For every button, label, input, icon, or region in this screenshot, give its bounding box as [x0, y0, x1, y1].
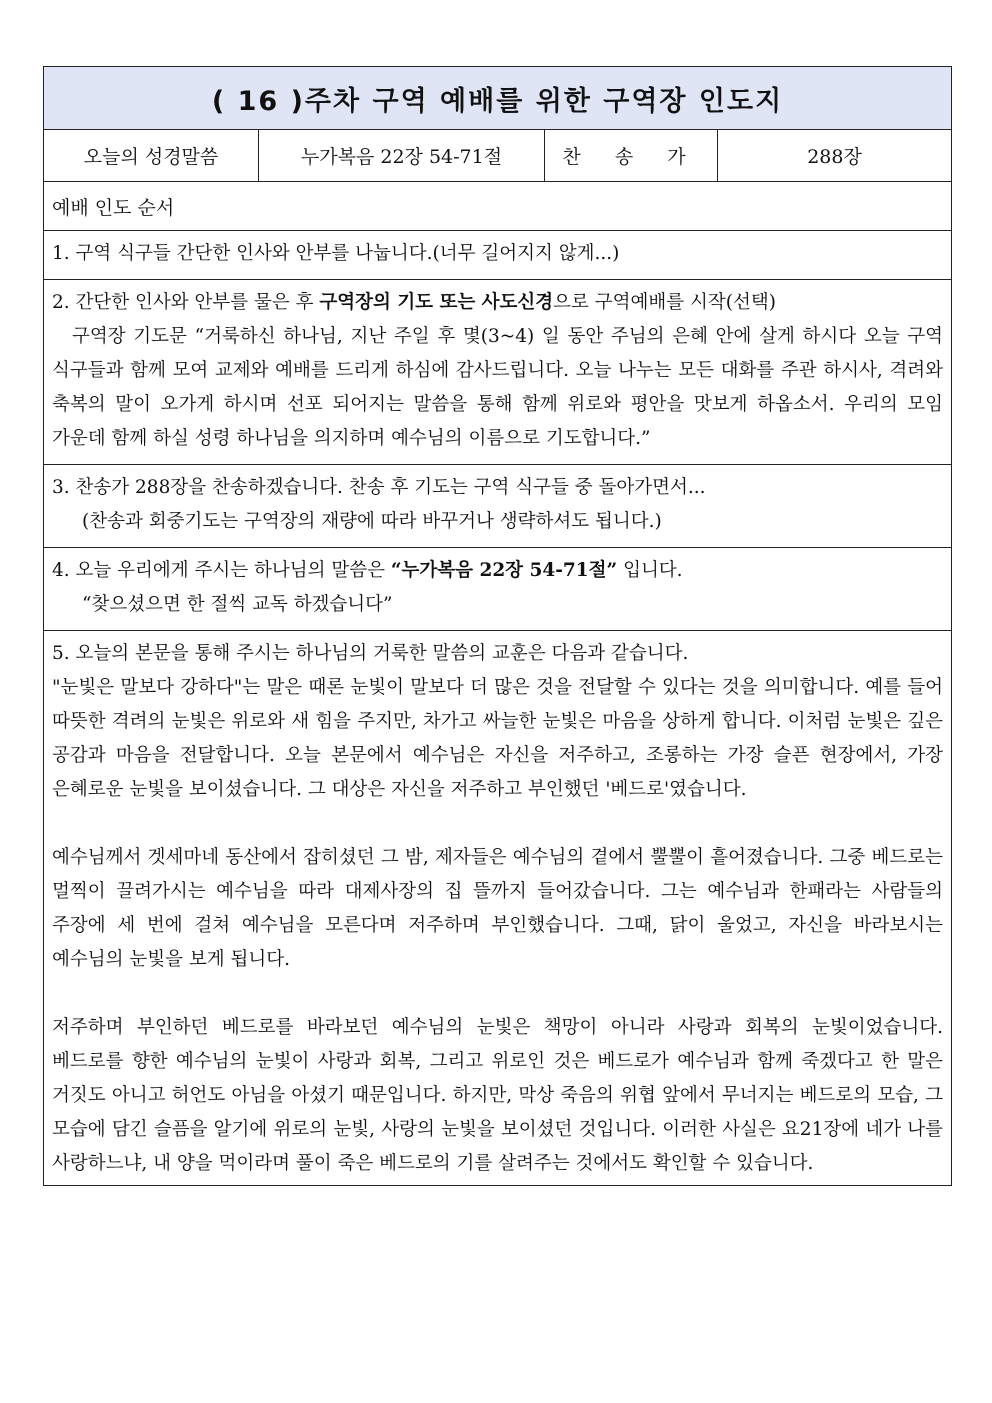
step-2-intro-bold: 구역장의 기도 또는 사도신경 [319, 292, 554, 313]
order-heading: 예배 인도 순서 [44, 182, 952, 231]
step-2 [44, 280, 952, 465]
step-5-para1: "눈빛은 말보다 강하다"는 말은 때론 눈빛이 말보다 더 많은 것을 전달할 수 있다는 것을 의미합니다. 예를 들어 따뜻한 격려의 눈빛은 위로와 새 힘을 주지만, 차가고 싸늘한 눈빛은 마음을 상하게 합니다. 이처럼 눈빛은 깊은 공감과 마음을 전달합니다. 오늘 본문에서 예수님은 자신을 저주하고, 조롱하는 가장 슬픈 현장에서, 가장 은혜로운 눈빛을 보이셨습니다. 그 대상은 자신을 저주하고 부인했던 '베드로'였습니다. [52, 677, 944, 800]
step-2-intro [52, 286, 943, 320]
step-5-intro: 5. 오늘의 본문을 통해 주시는 하나님의 거룩한 말씀의 교훈은 다음과 같습니다. [52, 643, 689, 664]
step-2-prayer [52, 320, 943, 456]
step-2-intro-b: 으로 구역예배를 시작(선택) [553, 292, 776, 313]
step-3 [44, 465, 952, 548]
step-4-line1-b: 입니다. [617, 560, 683, 581]
step-4-line1-a: 4. 오늘 우리에게 주시는 하나님의 말씀은 [52, 560, 391, 581]
step-5-para3: 저주하며 부인하던 베드로를 바라보던 예수님의 눈빛은 책망이 아니라 사랑과 회복의 눈빛이었습니다. 베드로를 향한 예수님의 눈빛이 사랑과 회복, 그리고 위로인 것은 베드로가 예수님과 함께 죽겠다고 한 말은 거짓도 아니고 허언도 아님을 아셨기 때문입니다. 하지만, 막상 죽음의 위협 앞에서 무너지는 베드로의 모습, 그 모습에 담긴 슬픔을 알기에 위로의 눈빛, 사랑의 눈빛을 보이셨던 것입니다. 이러한 사실은 요21장에 네가 나를 사랑하느냐, 내 양을 먹이라며 풀이 죽은 베드로의 기를 살려주는 것에서도 확인할 수 있습니다. [52, 1017, 944, 1174]
step-4-line1 [52, 554, 943, 588]
scripture-label: 오늘의 성경말씀 [44, 130, 259, 182]
step-3-line2: (찬송과 회중기도는 구역장의 재량에 따라 바꾸거나 생략하셔도 됩니다.) [82, 511, 662, 532]
hymn-value: 288장 [718, 130, 952, 182]
step-2-intro-a: 2. 간단한 인사와 안부를 물은 후 [52, 292, 320, 313]
worship-guide-table [43, 66, 952, 1186]
step-4 [44, 548, 952, 631]
step-1: 1. 구역 식구들 간단한 인사와 안부를 나눕니다.(너무 길어지지 않게...) [44, 231, 952, 280]
step-2-prayer-text: 구역장 기도문 “거룩하신 하나님, 지난 주일 후 몇(3~4) 일 동안 주님의 은혜 안에 살게 하시다 오늘 구역 식구들과 함께 모여 교제와 예배를 드리게 하심에 감사드립니다. 오늘 나누는 모든 대화를 주관 하시사, 격려와 축복의 말이 오가게 하시며 선포 되어지는 말씀을 통해 함께 위로와 평안을 맛보게 하옵소서. 우리의 모임 가운데 함께 하실 성령 하나님을 의지하며 예수님의 이름으로 기도합니다.” [52, 326, 944, 449]
step-4-line2: “찾으셨으면 한 절씩 교독 하겠습니다” [82, 594, 393, 615]
document-title: ( 16 )주차 구역 예배를 위한 구역장 인도지 [44, 67, 952, 130]
step-5 [44, 631, 952, 1186]
scripture-value: 누가복음 22장 54-71절 [259, 130, 545, 182]
hymn-label: 찬 송 가 [545, 130, 718, 182]
step-4-scripture-ref: “누가복음 22장 54-71절” [390, 560, 618, 581]
step-3-line1: 3. 찬송가 288장을 찬송하겠습니다. 찬송 후 기도는 구역 식구들 중 돌아가면서... [52, 477, 706, 498]
step-5-para2: 예수님께서 겟세마네 동산에서 잡히셨던 그 밤, 제자들은 예수님의 곁에서 뿔뿔이 흩어졌습니다. 그중 베드로는 멀찍이 끌려가시는 예수님을 따라 대제사장의 집 뜰까지 들어갔습니다. 그는 예수님과 한패라는 사람들의 주장에 세 번에 걸쳐 예수님을 모른다며 저주하며 부인했습니다. 그때, 닭이 울었고, 자신을 바라보시는 예수님의 눈빛을 보게 됩니다. [52, 847, 944, 970]
